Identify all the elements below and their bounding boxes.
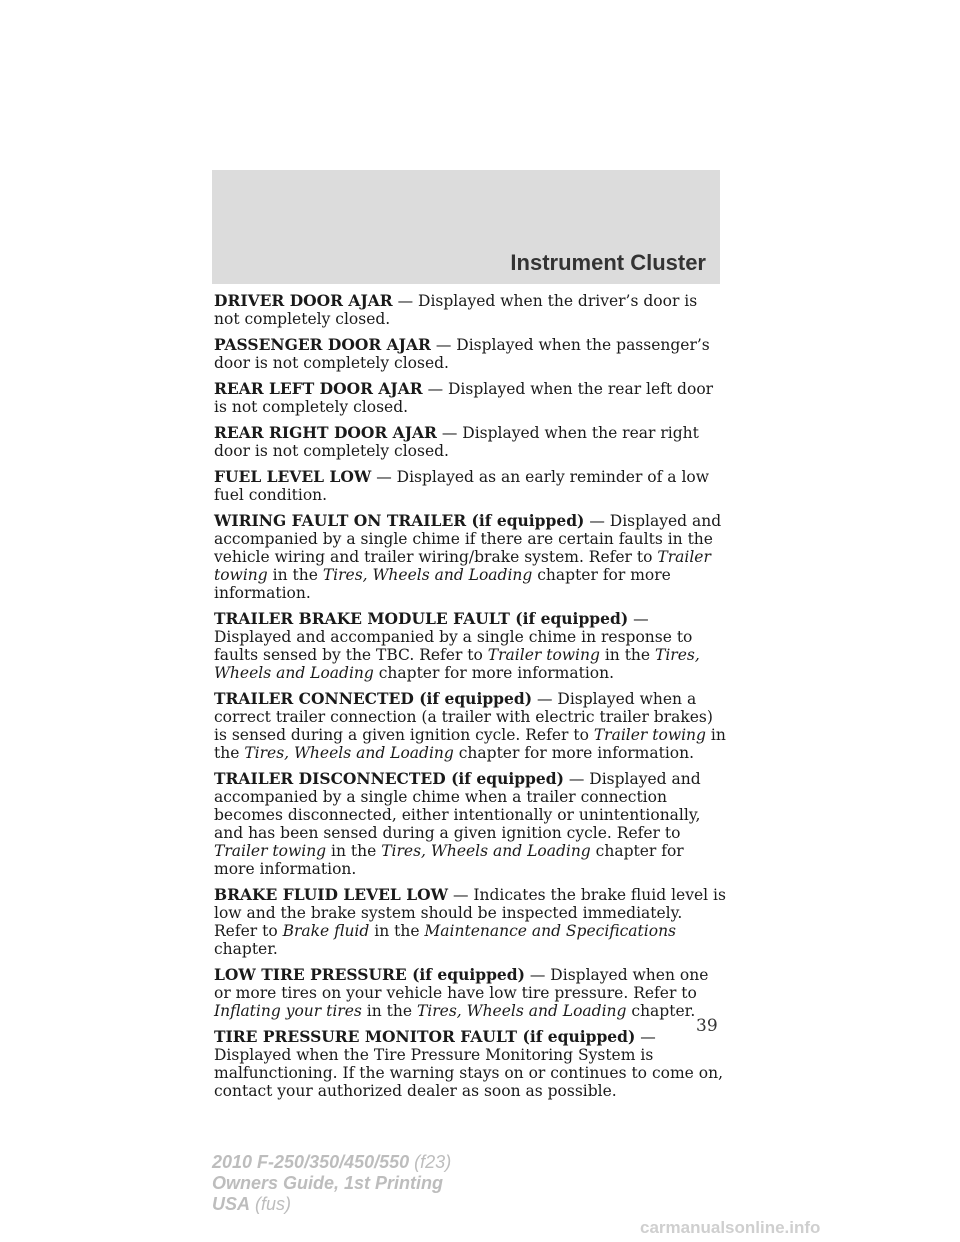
footer-line-edition: Owners Guide, 1st Printing — [212, 1173, 444, 1193]
site-watermark: carmanualsonline.info — [640, 1218, 821, 1237]
message-desc: — Displayed and accompanied by a single chime if there are certain faults in the vehicle wiring and trailer wiring/brake system. Refer to — [214, 512, 722, 566]
message-term: LOW TIRE PRESSURE (if equipped) — [214, 965, 525, 984]
message-entry — [214, 1028, 726, 1100]
message-desc-end: chapter. — [214, 940, 278, 958]
section-reference: Trailer towing — [214, 842, 327, 860]
message-desc: — Displayed when the driver’s door is not completely closed. — [214, 292, 698, 328]
message-desc-end: chapter for more information. — [214, 566, 671, 602]
message-desc-mid: in the — [214, 726, 726, 762]
message-entry — [214, 886, 726, 958]
message-desc: — Displayed when the passenger’s door is not completely closed. — [214, 336, 710, 372]
message-desc-mid: in the — [361, 1002, 417, 1020]
message-term: FUEL LEVEL LOW — [214, 467, 372, 486]
chapter-reference: Tires, Wheels and Loading — [244, 744, 454, 762]
message-desc-mid: in the — [369, 922, 425, 940]
footer-line-model — [212, 1152, 451, 1173]
message-desc-mid: in the — [326, 842, 382, 860]
message-term: PASSENGER DOOR AJAR — [214, 335, 431, 354]
message-desc-end: chapter for more information. — [453, 744, 695, 762]
message-term: TIRE PRESSURE MONITOR FAULT (if equipped) — [214, 1027, 636, 1046]
message-entry — [214, 424, 726, 460]
message-desc-mid: in the — [267, 566, 323, 584]
message-term: TRAILER DISCONNECTED (if equipped) — [214, 769, 564, 788]
chapter-title: Instrument Cluster — [510, 250, 706, 275]
message-desc-end: chapter for more information. — [214, 842, 684, 878]
message-term: WIRING FAULT ON TRAILER (if equipped) — [214, 511, 585, 530]
message-entry — [214, 966, 726, 1020]
message-term: TRAILER CONNECTED (if equipped) — [214, 689, 533, 708]
message-desc: — Displayed and accompanied by a single chime in response to faults sensed by the TBC. Refer to — [214, 610, 693, 664]
message-term: REAR RIGHT DOOR AJAR — [214, 423, 437, 442]
section-reference: Brake fluid — [282, 922, 370, 940]
message-desc-mid: in the — [599, 646, 656, 664]
message-desc: — Displayed and accompanied by a single chime when a trailer connection becomes disconnected, either intentionally or unintentionally, and has been sensed during a given ignition cycle. Refer to — [214, 770, 701, 842]
chapter-reference: Tires, Wheels and Loading — [214, 646, 700, 682]
footer-print-info — [212, 1152, 451, 1215]
message-entry — [214, 468, 726, 504]
message-entry — [214, 770, 726, 878]
message-term: REAR LEFT DOOR AJAR — [214, 379, 423, 398]
footer-model-code: (f23) — [409, 1152, 452, 1172]
section-reference: Trailer towing — [214, 548, 711, 584]
message-desc: — Displayed when the rear right door is not completely closed. — [214, 424, 699, 460]
message-desc: — Displayed when a correct trailer connection (a trailer with electric trailer brakes) is sensed during a given ignition cycle. Refer to — [214, 690, 713, 744]
message-desc: — Displayed when the Tire Pressure Monitoring System is malfunctioning. If the warning stays on or continues to come on, contact your authorized dealer as soon as possible. — [214, 1028, 723, 1100]
chapter-reference: Maintenance and Specifications — [424, 922, 677, 940]
message-entry — [214, 336, 726, 372]
chapter-reference: Tires, Wheels and Loading — [381, 842, 591, 860]
footer-market-code: (fus) — [250, 1194, 292, 1214]
chapter-header-band — [212, 170, 720, 284]
message-term: DRIVER DOOR AJAR — [214, 291, 393, 310]
message-desc: — Indicates the brake fluid level is low and the brake system should be inspected immediately. Refer to — [214, 886, 726, 940]
message-entry — [214, 690, 726, 762]
message-entry — [214, 610, 726, 682]
message-desc-end: chapter for more information. — [373, 664, 615, 682]
section-reference: Trailer towing — [487, 646, 600, 664]
message-term: BRAKE FLUID LEVEL LOW — [214, 885, 449, 904]
message-desc: — Displayed when the rear left door is not completely closed. — [214, 380, 714, 416]
section-reference: Trailer towing — [593, 726, 706, 744]
footer-line-market — [212, 1194, 451, 1215]
message-term: TRAILER BRAKE MODULE FAULT (if equipped) — [214, 609, 629, 628]
message-entry — [214, 380, 726, 416]
message-desc: — Displayed as an early reminder of a low fuel condition. — [214, 468, 709, 504]
chapter-reference: Tires, Wheels and Loading — [416, 1002, 627, 1020]
message-entry — [214, 512, 726, 602]
message-desc: — Displayed when one or more tires on your vehicle have low tire pressure. Refer to — [214, 966, 709, 1002]
footer-market: USA — [212, 1194, 251, 1214]
page-content — [214, 292, 726, 1108]
chapter-reference: Tires, Wheels and Loading — [322, 566, 533, 584]
page-number: 39 — [696, 1016, 718, 1036]
section-reference: Inflating your tires — [214, 1002, 362, 1020]
footer-model: 2010 F-250/350/450/550 — [212, 1152, 410, 1172]
message-entry — [214, 292, 726, 328]
message-desc-end: chapter. — [626, 1002, 696, 1020]
